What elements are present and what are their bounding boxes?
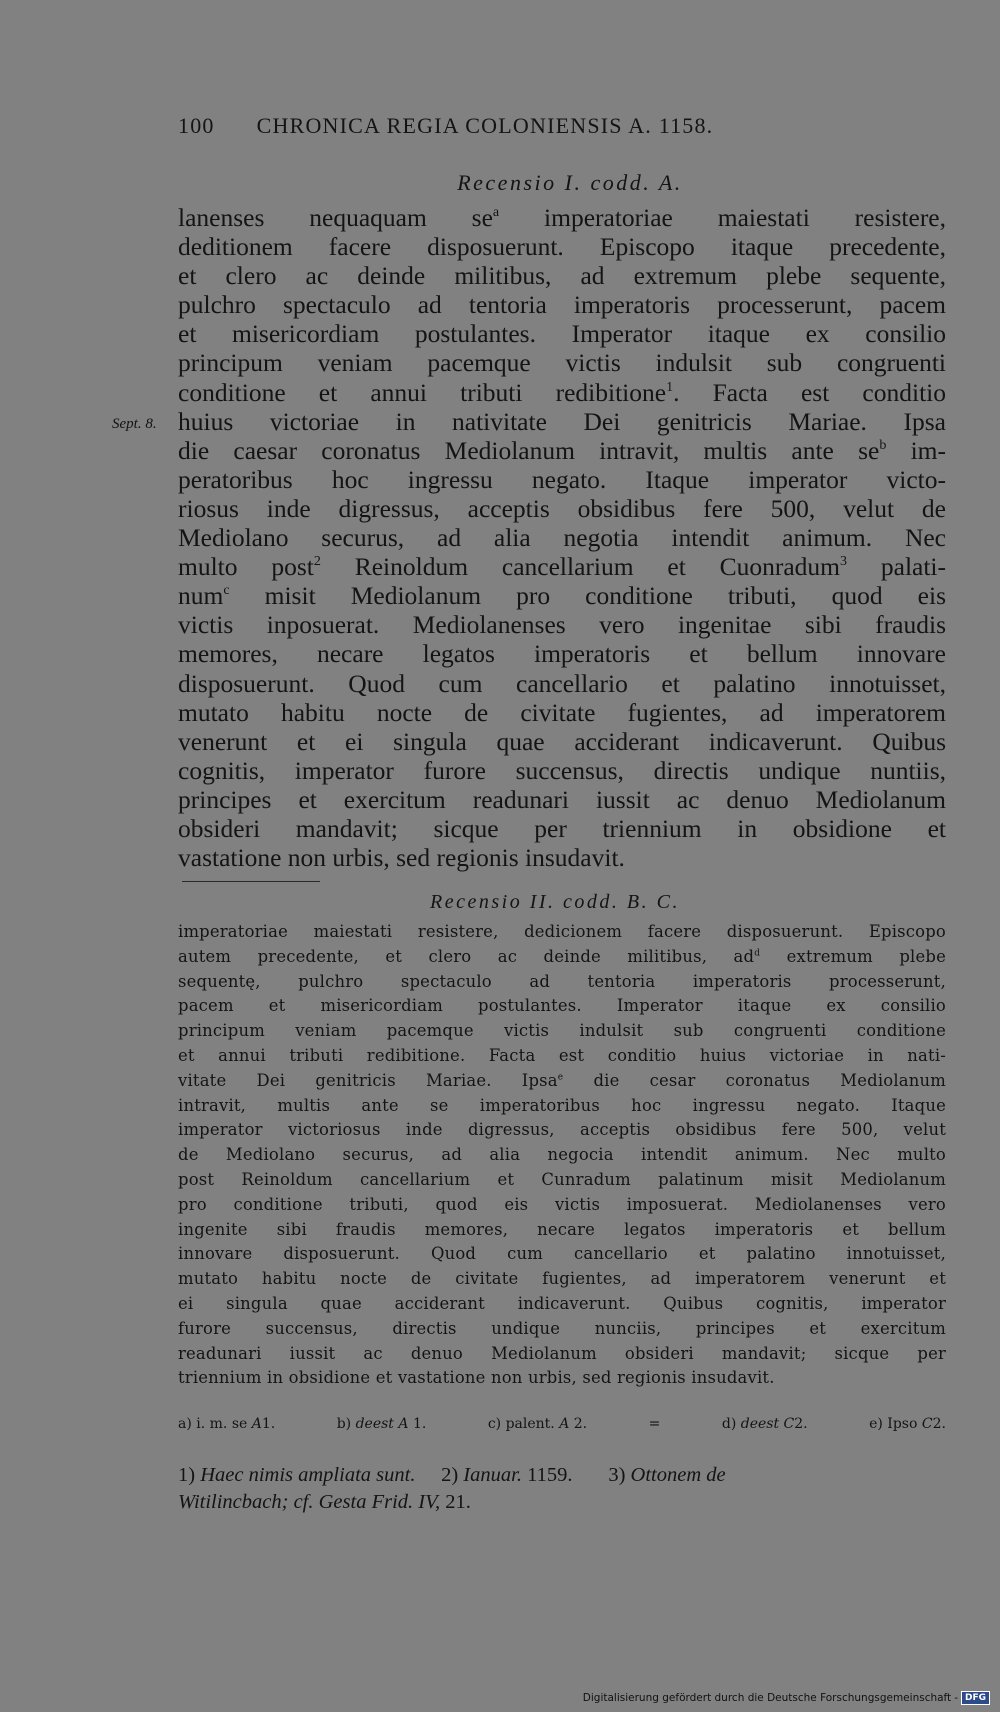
apparatus-note: e) Ipso C2. xyxy=(869,1416,946,1432)
recension-2-line: principum veniam pacemque victis indulsit sub congruenti conditione xyxy=(178,1021,946,1041)
recension-2-line: pacem et misericordiam postulantes. Imperator itaque ex consilio xyxy=(178,996,946,1016)
recension-1-line: pulchro spectaculo ad tentoria imperatoris processerunt, pacem xyxy=(178,290,946,320)
recension-2-line: furore succensus, directis undique nunciis, principes et exercitum xyxy=(178,1318,946,1338)
digitization-credit: Digitalisierung gefördert durch die Deutsche Forschungsgemeinschaft - DFG xyxy=(583,1691,990,1705)
section-divider xyxy=(182,881,320,882)
recension-1-line: principes et exercitum readunari iussit ac denuo Mediolanum xyxy=(178,784,946,814)
recension-1-line: vastatione non urbis, sed regionis insudavit. xyxy=(178,843,625,873)
recension-2-line: post Reinoldum cancellarium et Cunradum palatinum misit Mediolanum xyxy=(178,1169,946,1189)
recension-1-heading: Recensio I. codd. A. xyxy=(457,170,683,195)
recension-1-line: et clero ac deinde militibus, ad extremum plebe sequente, xyxy=(178,261,946,291)
recension-2-line: innovare disposuerunt. Quod cum cancellario et palatino innotuisset, xyxy=(178,1244,946,1264)
recension-2-line: imperatoriae maiestati resistere, dedicionem facere disposuerunt. Episcopo xyxy=(178,922,946,941)
dfg-logo: DFG xyxy=(961,1691,990,1705)
recension-1-line: venerunt et ei singula quae acciderant indicaverunt. Quibus xyxy=(178,726,946,756)
apparatus-note: d) deest C2. xyxy=(721,1416,808,1432)
recension-1-line: principum veniam pacemque victis indulsit sub congruenti xyxy=(178,348,946,378)
recension-1-line: huius victoriae in nativitate Dei genitricis Mariae. Ipsa xyxy=(178,406,946,436)
recension-1-line: lanenses nequaquam $se^a$ imperatoriae maiestati resistere, xyxy=(178,203,946,232)
recension-2-line: autem precedente, et clero ac deinde militibus, $ad^d$ extremum plebe xyxy=(178,946,946,966)
footnote-line: Witilincbach; cf. Gesta Frid. IV, 21. xyxy=(178,1491,471,1513)
critical-apparatus xyxy=(178,1416,946,1432)
running-title: CHRONICA REGIA COLONIENSIS A. 1158. xyxy=(256,113,714,138)
recension-2-line: ei singula quae acciderant indicaverunt. Quibus cognitis, imperator xyxy=(178,1293,946,1313)
recension-1-line: victis inposuerat. Mediolanenses vero ingenitae sibi fraudis xyxy=(178,610,946,640)
recension-1-line: disposuerunt. Quod cum cancellario et palatino innotuisset, xyxy=(178,668,946,698)
recension-2-line: mutato habitu nocte de civitate fugientes, ad imperatorem venerunt et xyxy=(178,1269,946,1289)
recension-1-line: mutato habitu nocte de civitate fugientes, ad imperatorem xyxy=(178,697,946,727)
apparatus-note: = xyxy=(648,1416,661,1432)
recension-1-line: et misericordiam postulantes. Imperator itaque ex consilio xyxy=(178,319,946,349)
recension-1-line: riosus inde digressus, acceptis obsidibus fere 500, velut de xyxy=(178,493,946,523)
recension-2-line: readunari iussit ac denuo Mediolanum obsideri mandavit; sicque per xyxy=(178,1343,946,1363)
apparatus-note: b) deest A 1. xyxy=(336,1416,427,1432)
recension-1-text xyxy=(178,203,946,872)
recension-2-heading: Recensio II. codd. B. C. xyxy=(430,891,680,913)
apparatus-note: a) i. m. se A1. xyxy=(178,1416,276,1432)
running-header xyxy=(178,113,818,139)
page-number: 100 xyxy=(178,113,215,138)
recension-1-line: deditionem facere disposuerunt. Episcopo itaque precedente, xyxy=(178,232,946,262)
explanatory-footnotes xyxy=(178,1462,946,1516)
recension-2-text xyxy=(178,920,946,1391)
recension-2-line: imperator victoriosus inde digressus, acceptis obsidibus fere 500, velut xyxy=(178,1120,946,1140)
recension-1-line: conditione et annui tributi redibitione$^1$. Facta est conditio xyxy=(178,377,946,407)
recension-2-line: et annui tributi redibitione. Facta est conditio huius victoriae in nati- xyxy=(178,1045,946,1065)
recension-2-line: sequentę, pulchro spectaculo ad tentoria imperatoris processerunt, xyxy=(178,971,946,991)
credit-text: Digitalisierung gefördert durch die Deutsche Forschungsgemeinschaft xyxy=(582,1692,952,1704)
recension-1-line: peratoribus hoc ingressu negato. Itaque imperator victo- xyxy=(178,464,946,494)
recension-2-line: ingenite sibi fraudis memores, necare legatos imperatoris et bellum xyxy=(178,1219,946,1239)
recension-2-line: pro conditione tributi, quod eis victis imposuerat. Mediolanenses vero xyxy=(178,1194,946,1214)
recension-1-line: cognitis, imperator furore succensus, directis undique nuntiis, xyxy=(178,755,946,785)
recension-1-line: die caesar coronatus Mediolanum intravit, multis ante $se^b$ im- xyxy=(178,435,946,465)
footnote-line: 1) Haec nimis ampliata sunt. 2) Ianuar. 1159. 3) Ottonem de xyxy=(178,1464,726,1486)
apparatus-note: c) palent. A 2. xyxy=(487,1416,588,1432)
recension-1-line: memores, necare legatos imperatoris et bellum innovare xyxy=(178,639,946,669)
recension-1-line: num$^c$ misit Mediolanum pro conditione tributi, quod eis xyxy=(178,581,946,611)
recension-1-line: obsideri mandavit; sicque per triennium in obsidione et xyxy=(178,813,946,843)
recension-2-line: triennium in obsidione et vastatione non urbis, sed regionis insudavit. xyxy=(178,1368,775,1388)
recension-2-line: intravit, multis ante se imperatoribus hoc ingressu negato. Itaque xyxy=(178,1095,946,1115)
recension-1-line: multo post$^2$ Reinoldum cancellarium et Cuonradum$^3$ palati- xyxy=(178,552,947,582)
recension-2-line: vitate Dei genitricis Mariae. Ipsa$^e$ die cesar coronatus Mediolanum xyxy=(178,1070,946,1090)
margin-date-note: Sept. 8. xyxy=(112,416,157,432)
recension-2-line: de Mediolano securus, ad alia negocia intendit animum. Nec multo xyxy=(178,1145,946,1165)
recension-1-line: Mediolano securus, ad alia negotia intendit animum. Nec xyxy=(178,523,946,553)
